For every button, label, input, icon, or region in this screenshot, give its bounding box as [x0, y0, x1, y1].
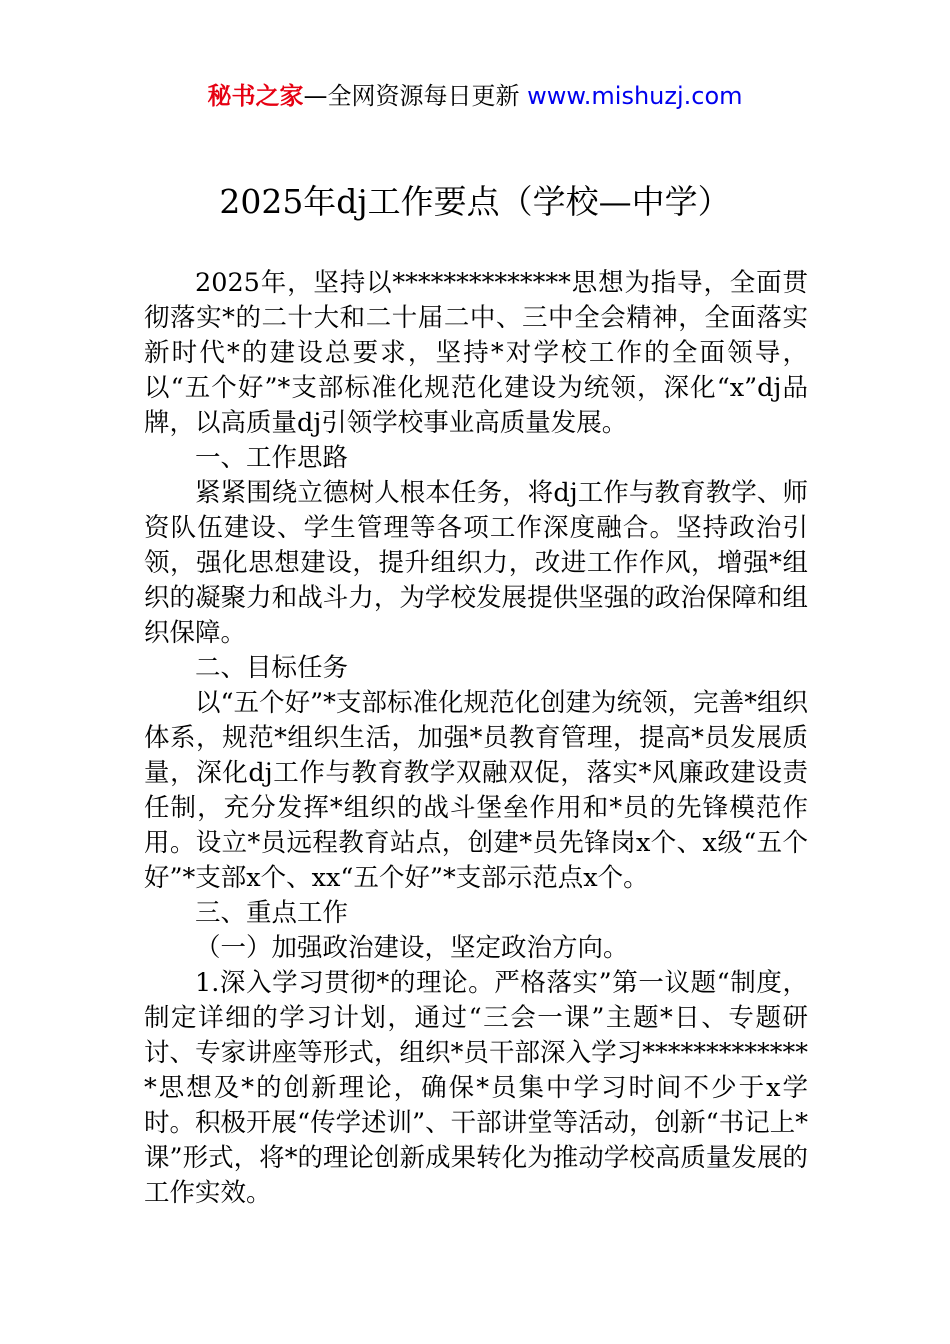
- site-header: [0, 78, 950, 114]
- key-work-item-1-paragraph: 1.深入学习贯彻*的理论。严格落实”第一议题“制度，制定详细的学习计划，通过“三会一课”主题*日、专题研讨、专家讲座等形式，组织*员干部深入学习**************思想及*的创新理论，确保*员集中学习时间不少于x学时。积极开展“传学述训”、干部讲堂等活动，创新“书记上*课”形式，将*的理论创新成果转化为推动学校高质量发展的工作实效。: [144, 968, 808, 1208]
- brand-name: 秘书之家: [207, 82, 304, 110]
- site-tagline: —全网资源每日更新: [303, 82, 528, 110]
- document-body: [144, 266, 808, 1211]
- targets-paragraph: 以“五个好”*支部标准化规范化创建为统领，完善*组织体系，规范*组织生活，加强*员教育管理，提高*员发展质量，深化dj工作与教育教学双融双促，落实*风廉政建设责任制，充分发挥*组织的战斗堡垒作用和*员的先锋模范作用。设立*员远程教育站点，创建*员先锋岗x个、x级“五个好”*支部x个、xx“五个好”*支部示范点x个。: [144, 688, 808, 893]
- work-approach-paragraph: 紧紧围绕立德树人根本任务，将dj工作与教育教学、师资队伍建设、学生管理等各项工作深度融合。坚持政治引领，强化思想建设，提升组织力，改进工作作风，增强*组织的凝聚力和战斗力，为学校发展提供坚强的政治保障和组织保障。: [144, 478, 808, 648]
- section-heading-targets: 二、目标任务: [195, 653, 349, 683]
- section-heading-key-work: 三、重点工作: [195, 898, 349, 928]
- document-title: 2025年dj工作要点（学校—中学）: [219, 182, 731, 221]
- intro-paragraph: 2025年，坚持以**************思想为指导，全面贯彻落实*的二十大和二十届二中、三中全会精神，全面落实新时代*的建设总要求，坚持*对学校工作的全面领导，以“五个好”*支部标准化规范化建设为统领，深化“x”dj品牌，以高质量dj引领学校事业高质量发展。: [144, 268, 808, 438]
- site-url-link[interactable]: www.mishuzj.com: [527, 82, 743, 110]
- section-heading-work-approach: 一、工作思路: [195, 443, 349, 473]
- subsection-heading-political: （一）加强政治建设，坚定政治方向。: [195, 933, 629, 963]
